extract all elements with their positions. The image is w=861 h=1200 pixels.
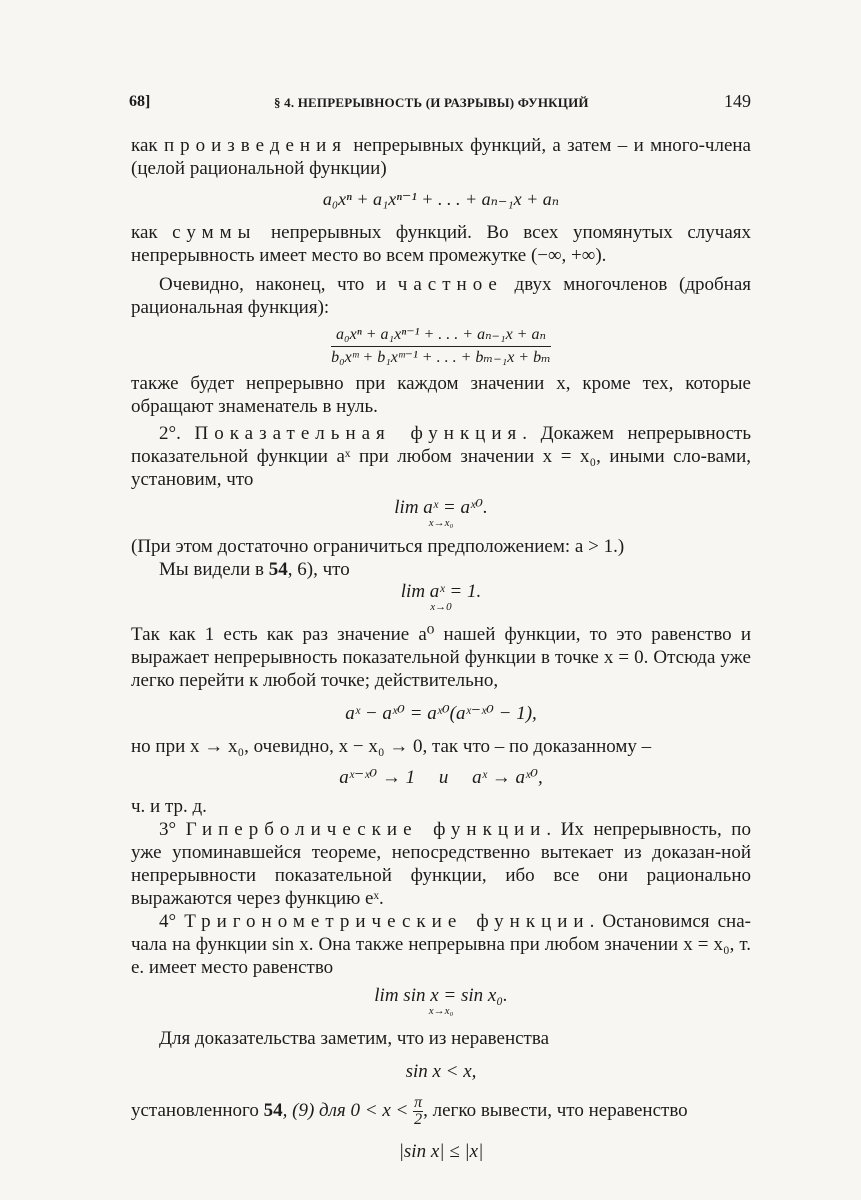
limit-expression: lim sin x = sin x₀. [374, 985, 508, 1006]
section-title: Показательная функция [194, 423, 523, 444]
paragraph: 2°. Показательная функция. Докажем непрерывность показательной функции aˣ при любом значении x = x₀, иными сло-вами, установим, что [131, 423, 751, 490]
limit-expression: lim aˣ = 1. [400, 581, 482, 602]
running-header: § 4. НЕПРЕРЫВНОСТЬ (И РАЗРЫВЫ) ФУНКЦИЙ [274, 95, 589, 110]
paragraph: также будет непрерывно при каждом значении x, кроме тех, которые обращают знаменатель в нуль. [131, 373, 751, 417]
spaced-term: суммы [172, 222, 257, 243]
limit-subscript: x→x₀ [428, 1005, 454, 1017]
fraction-denominator: b₀xᵐ + b₁xᵐ⁻¹ + . . . + bₘ₋₁x + bₘ [331, 349, 551, 366]
fraction [331, 325, 551, 368]
inequality-formula: sin x < x, [405, 1061, 477, 1082]
paragraph: Так как 1 есть как раз значение a⁰ нашей функции, то это равенство и выражает непрерывность показательной функции в точке x = 0. Отсюда уже легко перейти к любой точке; действительно, [131, 624, 751, 691]
polynomial-formula: a₀xⁿ + a₁xⁿ⁻¹ + . . . + aₙ₋₁x + aₙ [322, 189, 560, 209]
paragraph: Для доказательства заметим, что из неравенства [159, 1028, 550, 1049]
rational-function-formula [131, 325, 751, 368]
abs-inequality-formula: |sin x| ≤ |x| [398, 1141, 484, 1162]
paragraph: 3° Гиперболические функции. Их непрерывность, по уже упоминавшейся теореме, непосредственно вытекает из доказан-ной непрерывности показательной функции, ибо все они рационально выражаются через функцию eˣ. [131, 819, 751, 909]
difference-formula: aˣ − aˣ⁰ = aˣ⁰(aˣ⁻ˣ⁰ − 1), [345, 703, 537, 724]
limit-subscript: x→0 [430, 601, 452, 613]
paragraph: Очевидно, наконец, что и частное двух многочленов (дробная рациональная функция): [131, 274, 751, 318]
limit-expression: lim aˣ = aˣ⁰. [394, 497, 488, 518]
paragraph: установленного 54, (9) для 0 < x < $\frac{\pi}{2}$ , легко вывести, что неравенство [131, 1094, 688, 1128]
limit-subscript: x→x₀ [428, 517, 454, 529]
paragraph: (При этом достаточно ограничиться предположением: a > 1.) [131, 536, 625, 557]
paragraph: как произведения непрерывных функций, а затем – и много-члена (целой рациональной функции) [131, 135, 751, 179]
limit-formula [131, 583, 751, 613]
page-number: 149 [724, 91, 751, 111]
paragraph: Мы видели в 54, 6), что [159, 559, 350, 580]
spaced-term: произведения [163, 135, 348, 156]
pi-over-two: $\frac{\pi}{2}$ [414, 1094, 423, 1128]
spaced-term: частное [397, 274, 503, 295]
section-title: Гиперболические функции [185, 819, 547, 840]
paragraph: как суммы непрерывных функций. Во всех упомянутых случаях непрерывность имеет место во всем промежутке (−∞, +∞). [131, 222, 751, 266]
limit-conclusion-formula: aˣ⁻ˣ⁰ → 1 и aˣ → aˣ⁰, [339, 767, 543, 788]
paragraph: но при x → x₀, очевидно, x − x₀ → 0, так что – по доказанному – [131, 736, 652, 757]
page-body [131, 128, 751, 1163]
section-title: Тригонометрические функции [184, 911, 590, 932]
limit-formula [131, 499, 751, 529]
section-number: 68] [129, 93, 151, 110]
fraction-numerator: a₀xⁿ + a₁xⁿ⁻¹ + . . . + aₙ₋₁x + aₙ [331, 325, 551, 347]
limit-formula [131, 987, 751, 1017]
paragraph: 4° Тригонометрические функции. Остановимся сна-чала на функции sin x. Она также непрерывна при любом значении x = x₀, т. е. имеет место равенство [131, 911, 751, 978]
paragraph: ч. и тр. д. [131, 796, 207, 817]
